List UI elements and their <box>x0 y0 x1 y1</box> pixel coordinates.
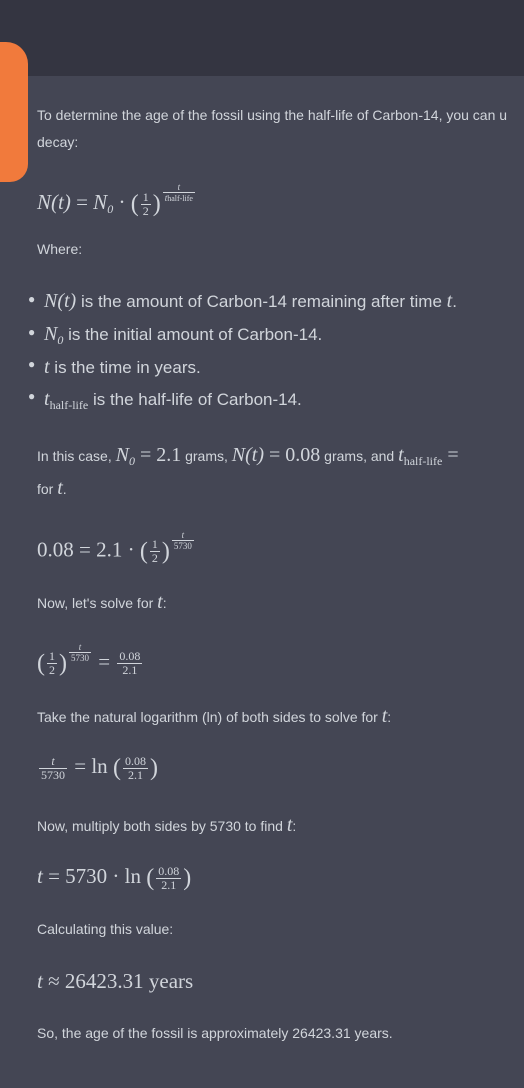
multiply-label: Now, multiply both sides by 5730 to find t: <box>37 814 297 836</box>
equation-result: t ≈ 26423.31 years <box>37 969 194 993</box>
cursor-highlight-mark <box>0 42 28 182</box>
solve-label: Now, let's solve for t: <box>37 591 167 613</box>
ln-label: Take the natural logarithm (ln) of both sides to solve for t: <box>37 705 392 727</box>
decay-formula: $N(t) = N_0$ · ( $\frac{1}{2}$ ) $\frac{t}{\text{thalf-life}}$ <box>37 182 193 218</box>
calculating-label: Calculating this value: <box>37 921 174 937</box>
equation-solution-form: t = 5730 · ln ( $\frac{0.08}{2.1}$ ) <box>37 863 192 892</box>
conclusion-text: So, the age of the fossil is approximately 26423.31 years. <box>37 1025 393 1041</box>
intro-line-2: decay: <box>37 134 79 150</box>
given-values-line-2: for t. <box>37 477 67 499</box>
where-label: Where: <box>37 241 83 257</box>
top-bar <box>0 0 524 76</box>
given-values-line: In this case, N0 = 2.1 grams, N(t) = 0.08 grams, and thalf-life = <box>37 444 459 468</box>
equation-logarithm: $\frac{t}{5730}$ = ln ( $\frac{0.08}{2.1}$ ) <box>41 753 158 782</box>
intro-line-1: To determine the age of the fossil using the half-life of Carbon-14, you can u <box>37 107 508 123</box>
equation-isolated: ( $\frac{1}{2}$ ) $\frac{t}{5730}$ = $\frac{0.08}{2.1}$ <box>37 642 141 678</box>
equation-substituted: 0.08 = 2.1 · ( $\frac{1}{2}$ ) $\frac{t}{5730}$ <box>37 530 192 566</box>
